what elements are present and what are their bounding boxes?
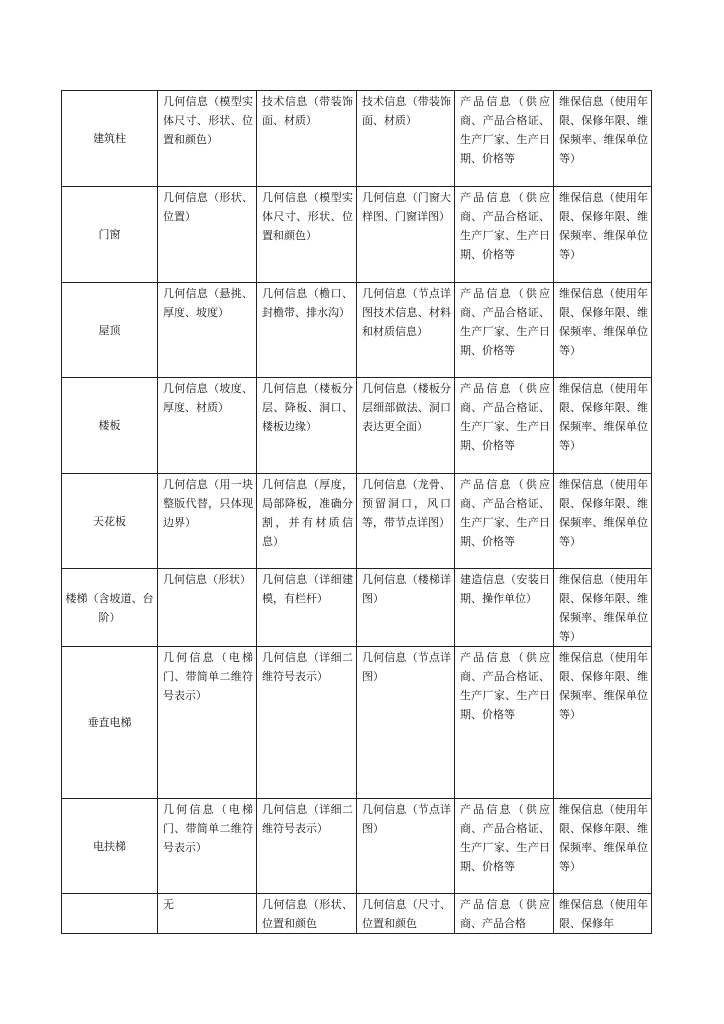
table-cell: 产品信息（供应商、产品合格证、生产厂家、生产日期、价格等 — [455, 91, 554, 187]
table-cell: 产品信息（供应商、产品合格证、生产厂家、生产日期、价格等 — [455, 799, 554, 894]
component-name-cell: 屋顶 — [62, 283, 158, 378]
table-cell: 几何信息（详细二维符号表示） — [257, 799, 357, 894]
table-row — [62, 474, 652, 569]
table-cell: 几何信息（模型实体尺寸、形状、位置和颜色） — [257, 187, 357, 283]
table-cell: 几何信息（模型实体尺寸、形状、位置和颜色） — [158, 91, 257, 187]
table-cell: 几何信息（楼板分层、降板、洞口、楼板边缘） — [257, 378, 357, 474]
table-cell: 几何信息（电梯门、带简单二维符号表示） — [158, 647, 257, 799]
table-cell: 几何信息（楼梯详图） — [357, 569, 455, 647]
component-name-cell: 楼板 — [62, 378, 158, 474]
table-cell: 几何信息（悬挑、厚度、坡度） — [158, 283, 257, 378]
component-name-cell — [62, 894, 158, 934]
table-cell: 技术信息（带装饰面、材质） — [257, 91, 357, 187]
table-cell: 几何信息（坡度、厚度、材质） — [158, 378, 257, 474]
table-cell: 几何信息（节点详图） — [357, 799, 455, 894]
table-cell: 建造信息（安装日期、操作单位） — [455, 569, 554, 647]
table-row — [62, 647, 652, 799]
table-cell: 维保信息（使用年限、保修年限、维保频率、维保单位等） — [554, 187, 652, 283]
table-cell: 维保信息（使用年限、保修年限、维保频率、维保单位等） — [554, 378, 652, 474]
table-cell: 维保信息（使用年限、保修年 — [554, 894, 652, 934]
table-cell: 几何信息（龙骨、预留洞口，风口等，带节点详图） — [357, 474, 455, 569]
table-cell: 几何信息（尺寸、位置和颜色 — [357, 894, 455, 934]
table-row — [62, 187, 652, 283]
table-row — [62, 91, 652, 187]
table-cell: 几何信息（节点详图） — [357, 647, 455, 799]
bim-info-table — [61, 90, 652, 934]
component-name-cell: 电扶梯 — [62, 799, 158, 894]
table-cell: 几何信息（节点详图技术信息、材料和材质信息） — [357, 283, 455, 378]
component-name-cell: 门窗 — [62, 187, 158, 283]
table-row — [62, 283, 652, 378]
table-cell: 无 — [158, 894, 257, 934]
table-cell: 几何信息（电梯门、带简单二维符号表示） — [158, 799, 257, 894]
table-cell: 产品信息（供应商、产品合格证、生产厂家、生产日期、价格等 — [455, 474, 554, 569]
table-cell: 维保信息（使用年限、保修年限、维保频率、维保单位等） — [554, 474, 652, 569]
table-cell: 几何信息（形状、位置和颜色 — [257, 894, 357, 934]
table-cell: 几何信息（详细二维符号表示） — [257, 647, 357, 799]
table-cell: 几何信息（楼板分层细部做法、洞口表达更全面） — [357, 378, 455, 474]
table-cell: 几何信息（檐口、封檐带、排水沟） — [257, 283, 357, 378]
component-name-cell: 建筑柱 — [62, 91, 158, 187]
table-row — [62, 569, 652, 647]
component-name-cell: 楼梯（含坡道、台阶） — [62, 569, 158, 647]
table-cell: 几何信息（形状） — [158, 569, 257, 647]
table-row — [62, 894, 652, 934]
component-name-cell: 天花板 — [62, 474, 158, 569]
component-name-cell: 垂直电梯 — [62, 647, 158, 799]
table-cell: 几何信息（用一块整版代替，只体现边界） — [158, 474, 257, 569]
table-cell: 几何信息（厚度，局部降板，准确分割，并有材质信息） — [257, 474, 357, 569]
table-cell: 维保信息（使用年限、保修年限、维保频率、维保单位等） — [554, 91, 652, 187]
table-cell: 维保信息（使用年限、保修年限、维保频率、维保单位等） — [554, 799, 652, 894]
table-row — [62, 378, 652, 474]
table-cell: 产品信息（供应商、产品合格证、生产厂家、生产日期、价格等 — [455, 378, 554, 474]
table-cell: 几何信息（形状、位置） — [158, 187, 257, 283]
table-cell: 维保信息（使用年限、保修年限、维保频率、维保单位等） — [554, 647, 652, 799]
table-row — [62, 799, 652, 894]
table-cell: 几何信息（门窗大样图、门窗详图） — [357, 187, 455, 283]
table-cell: 维保信息（使用年限、保修年限、维保频率、维保单位等） — [554, 283, 652, 378]
table-cell: 产品信息（供应商、产品合格证、生产厂家、生产日期、价格等 — [455, 283, 554, 378]
table-cell: 产品信息（供应商、产品合格证、生产厂家、生产日期、价格等 — [455, 187, 554, 283]
table-cell: 维保信息（使用年限、保修年限、维保频率、维保单位等） — [554, 569, 652, 647]
table-cell: 产品信息（供应商、产品合格证、生产厂家、生产日期、价格等 — [455, 647, 554, 799]
table-cell: 几何信息（详细建模，有栏杆） — [257, 569, 357, 647]
table-cell: 产品信息（供应商、产品合格 — [455, 894, 554, 934]
table-cell: 技术信息（带装饰面、材质） — [357, 91, 455, 187]
